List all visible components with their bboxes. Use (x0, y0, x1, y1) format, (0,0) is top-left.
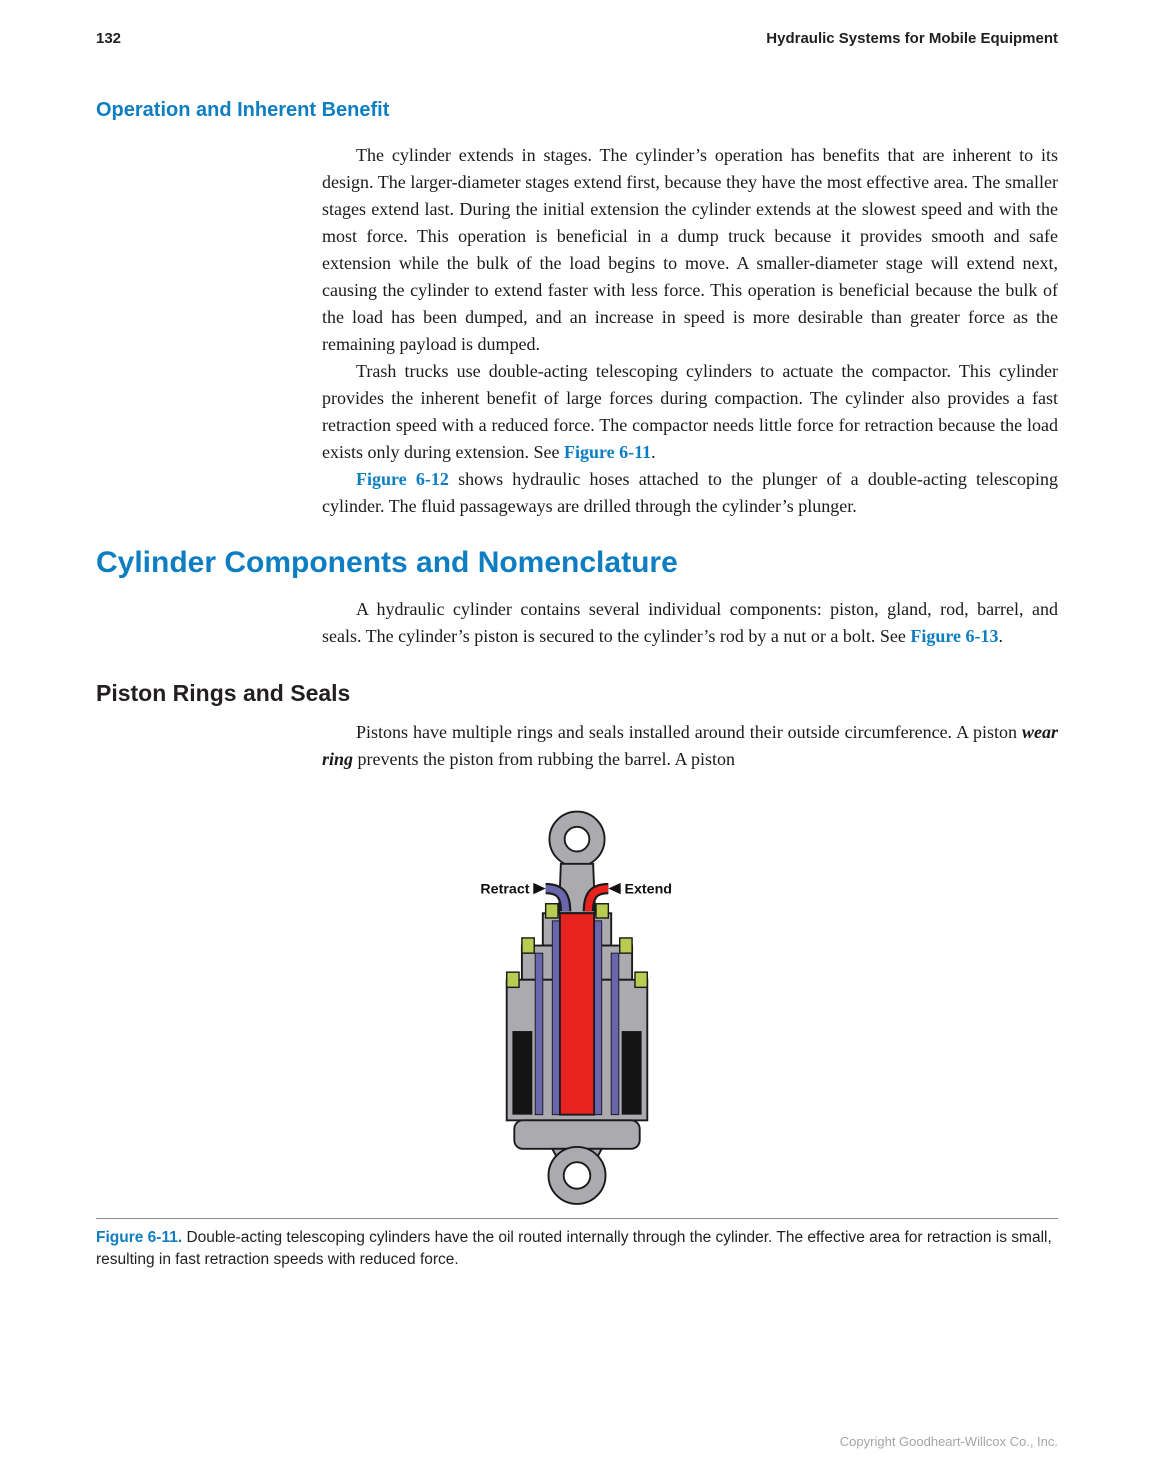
figure-caption-label: Figure 6-11. (96, 1229, 183, 1246)
paragraph-components (322, 596, 1058, 650)
body-column (322, 142, 1058, 520)
running-header (96, 30, 1058, 47)
copyright-footer (840, 1434, 1058, 1449)
rod-gland-seal (546, 904, 558, 918)
retract-oil-channel (611, 953, 619, 1115)
paragraph-hoses (322, 466, 1058, 520)
barrel-gland-seal (507, 972, 519, 987)
bottom-eye-hole (564, 1162, 591, 1189)
telescoping-cylinder-diagram (406, 801, 748, 1206)
stage-2-gland-seal (522, 938, 534, 953)
running-title: Hydraulic Systems for Mobile Equipment (766, 30, 1058, 47)
paragraph-stages (322, 142, 1058, 358)
piston-section (622, 1031, 642, 1115)
copyright-text: Copyright Goodheart-Willcox Co., Inc. (839, 1434, 1058, 1449)
heading-piston-rings: Piston Rings and Seals (96, 680, 351, 706)
paragraph-text: The cylinder extends in stages. The cylinder’s operation has benefits that are inherent to its design. The larger-diameter stages extend first, because they have the most effective area. The smaller stages extend last. During the initial extension the cylinder extends at the slowest speed and with the most force. This operation is beneficial in a dump truck because it provides smooth and safe extension while the bulk of the load begins to move. A smaller-diameter stage will extend next, causing the cylinder to extend faster with less force. This operation is beneficial because the bulk of the load has been dumped, and an increase in speed is more desirable than greater force as the remaining payload is dumped. (322, 145, 1058, 354)
body-column (322, 719, 1058, 773)
heading-cylinder-components: Cylinder Components and Nomenclature (96, 546, 678, 579)
retract-label: Retract (480, 881, 530, 898)
extend-arrow-icon (608, 883, 620, 894)
paragraph-text: Pistons have multiple rings and seals installed around their outside circumference. A piston (356, 722, 1022, 742)
rod-gland-seal (596, 904, 608, 918)
extend-label: Extend (624, 881, 673, 898)
figure-6-13-reference[interactable]: Figure 6-13 (910, 626, 999, 646)
paragraph-text: Trash trucks use double-acting telescoping cylinders to actuate the compactor. This cylinder provides the inherent benefit of large forces during compaction. The cylinder also provides a fast retraction speed with a reduced force. The compactor needs little force for retraction because the load exists only during extension. See (322, 361, 1058, 462)
heading-operation-benefit: Operation and Inherent Benefit (96, 99, 390, 121)
paragraph-trash-trucks (322, 358, 1058, 466)
stage-2-gland-seal (620, 938, 632, 953)
retract-oil-channel (594, 921, 602, 1115)
figure-6-12-reference[interactable]: Figure 6-12 (356, 469, 449, 489)
extend-oil-column (560, 913, 594, 1114)
figure-6-11 (96, 801, 1058, 1206)
paragraph-text: prevents the piston from rubbing the barrel. A piston (353, 749, 735, 769)
retract-oil-channel (535, 953, 543, 1115)
piston-section (512, 1031, 532, 1115)
figure-caption (96, 1218, 1058, 1270)
figure-caption-text: Double-acting telescoping cylinders have the oil routed internally through the cylinder. The effective area for retraction is small, resulting in fast retraction speeds with reduced force. (96, 1229, 1052, 1268)
body-column (322, 596, 1058, 650)
retract-arrow-icon (533, 883, 545, 894)
paragraph-text: . (998, 626, 1004, 646)
retract-oil-channel (552, 921, 560, 1115)
barrel-gland-seal (635, 972, 647, 987)
base-plate (514, 1120, 639, 1149)
figure-6-11-reference[interactable]: Figure 6-11 (563, 442, 652, 462)
paragraph-text: A hydraulic cylinder contains several individual components: piston, gland, rod, barrel, and seals. The cylinder’s piston is secured to the cylinder’s rod by a nut or a bolt. See (322, 599, 1058, 646)
paragraph-piston-rings (322, 719, 1058, 773)
paragraph-text: . (651, 442, 656, 462)
paragraph-text: shows hydraulic hoses attached to the plunger of a double-acting telescoping cylinder. The fluid passageways are drilled through the cylinder’s plunger. (322, 469, 1059, 516)
page-number: 132 (96, 30, 122, 47)
top-eye-hole (565, 827, 590, 852)
term-wear-ring: wear ring (322, 722, 1058, 769)
